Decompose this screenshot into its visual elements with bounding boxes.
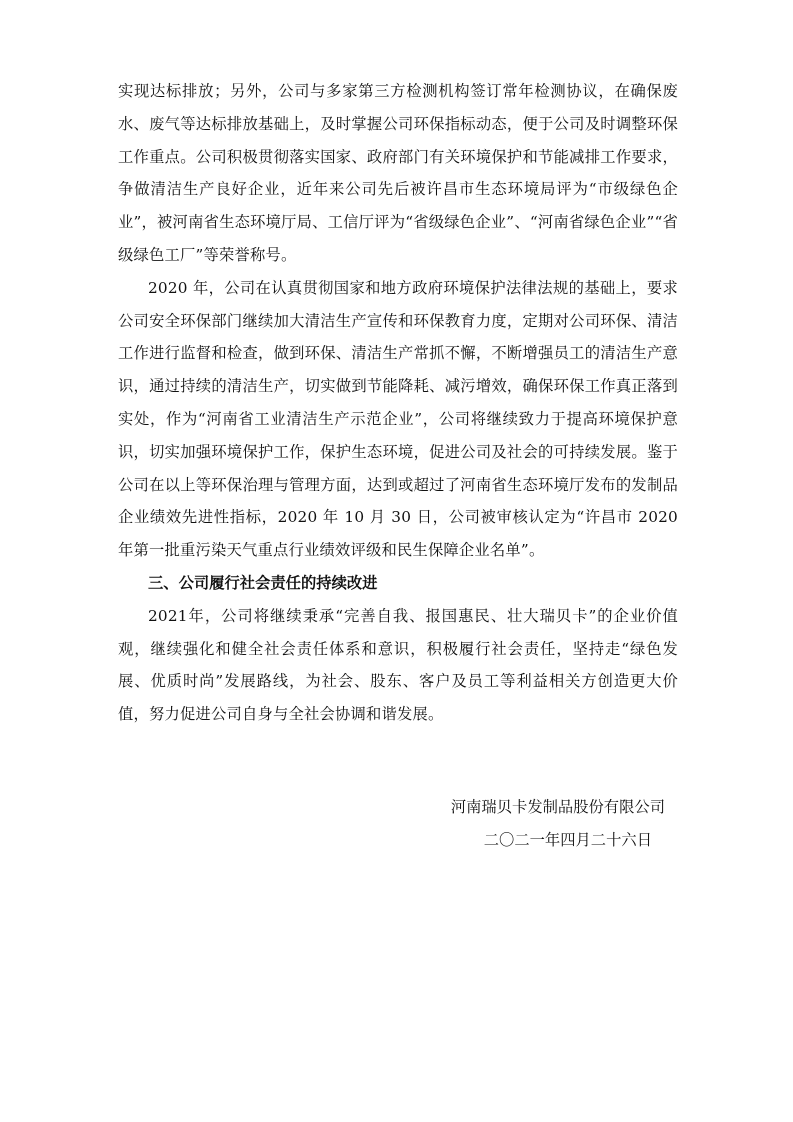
paragraph-2021-outlook: 2021年，公司将继续秉承“完善自我、报国惠民、壮大瑞贝卡”的企业价值观，继续强化和健全社会责任体系和意识，积极履行社会责任，坚持走“绿色发展、优质时尚”发展路线，为社会、股东、客户及员工等利益相关方创造更大价值，努力促进公司自身与全社会协调和谐发展。 (118, 606, 678, 724)
paragraph-2020-clean-production: 2020 年，公司在认真贯彻国家和地方政府环境保护法律法规的基础上，要求公司安全环保部门继续加大清洁生产宣传和环保教育力度，定期对公司环保、清洁工作进行监督和检查，做到环保、清洁生产常抓不懈，不断增强员工的清洁生产意识，通过持续的清洁生产，切实做到节能降耗、减污增效，确保环保工作真正落到实处，作为“河南省工业清洁生产示范企业”，公司将继续致力于提高环境保护意识，切实加强环境保护工作，保护生态环境，促进公司及社会的可持续发展。鉴于公司在以上等环保治理与管理方面，达到或超过了河南省生态环境厅发布的发制品企业绩效先进性指标，2020 年 10 月 30 日，公司被审核认定为“许昌市 2020 年第一批重污染天气重点行业绩效评级和民生保障企业名单”。 (118, 278, 678, 560)
paragraph-environmental-compliance: 实现达标排放；另外，公司与多家第三方检测机构签订常年检测协议，在确保废水、废气等达标排放基础上，及时掌握公司环保指标动态，便于公司及时调整环保工作重点。公司积极贯彻落实国家、政府部门有关环境保护和节能减排工作要求，争做清洁生产良好企业，近年来公司先后被许昌市生态环境局评为“市级绿色企业”，被河南省生态环境厅局、工信厅评为“省级绿色企业”、“河南省绿色企业”“省级绿色工厂”等荣誉称号。 (118, 82, 678, 264)
signature-date: 二〇二一年四月二十六日 (483, 830, 652, 849)
signature-company: 河南瑞贝卡发制品股份有限公司 (450, 798, 665, 816)
signature-block (451, 791, 665, 857)
section-heading: 三、公司履行社会责任的持续改进 (148, 573, 378, 592)
document-body (118, 75, 678, 731)
